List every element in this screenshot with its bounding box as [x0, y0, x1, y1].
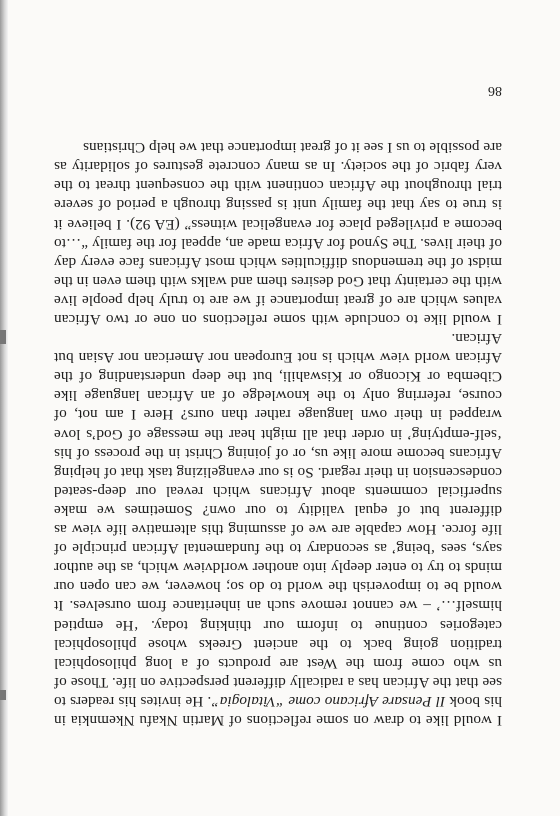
paragraph-1-segment: I would like to draw on some reflections of Martin Nkafu Nkemnkia in his book [54, 692, 502, 729]
scanner-edge-mark [0, 330, 6, 344]
paragraph-1 [54, 329, 502, 730]
paragraph-2-segment: I would like to conclude with some reflections on one or two African values which are of great importance if we are to truly help people live with the certainty that God desires them and walks with them even in the midst of the tremendous difficulties which most Africans face every day of their lives. The Synod for Africa made an, appeal for the family “…to become a privileged place for evangelical witness” (EA 92). I believe it is true to say that the family unit is passing through a period of severe trial throughout the African continent with the consequent threat to the very fabric of the society. In as many concrete gestures of solidarity as are possible to us I see it of great importance that we help Christians [54, 139, 502, 329]
paragraph-2 [54, 138, 502, 329]
paragraph-1-segment: . He invites his readers to see that the African has a radically different perspective on life. Those of us who come from the West are products of a long philosophical tradition going back to the ancient Greeks whose philosophical categories continue to inform our thinking today. ‘He emptied himself…’ – we cannot remove such an inheritance from ourselves. It would be to impoverish the world to do so; however, we can open our minds to try to enter deeply into another worldview which, as the author says, sees ‘being’ as secondary to the fundamental African principle of life force. How capable are we of assuming this alternative life view as different but of equal validity to our own? Sometimes we make superficial comments about Africans which reveal our deep-seated condescension in their regard. So is our evangelizing task that of helping Africans become more like us, or of joining Christ in the process of his ‘self-emptying’ in order that all might hear the message of God’s love wrapped in their own language rather than ours? Here I am not, of course, referring only to the knowledge of an African language like Cibemba or Kicongo or Kiswahili, but the deep understanding of the African world view which is not European nor American nor Asian but African. [54, 330, 502, 710]
book-title: Il Pensare Africano come “Vitalogia” [211, 692, 446, 710]
text-block [54, 138, 502, 730]
page-number: 86 [488, 83, 502, 98]
scanner-edge-mark [0, 690, 6, 700]
